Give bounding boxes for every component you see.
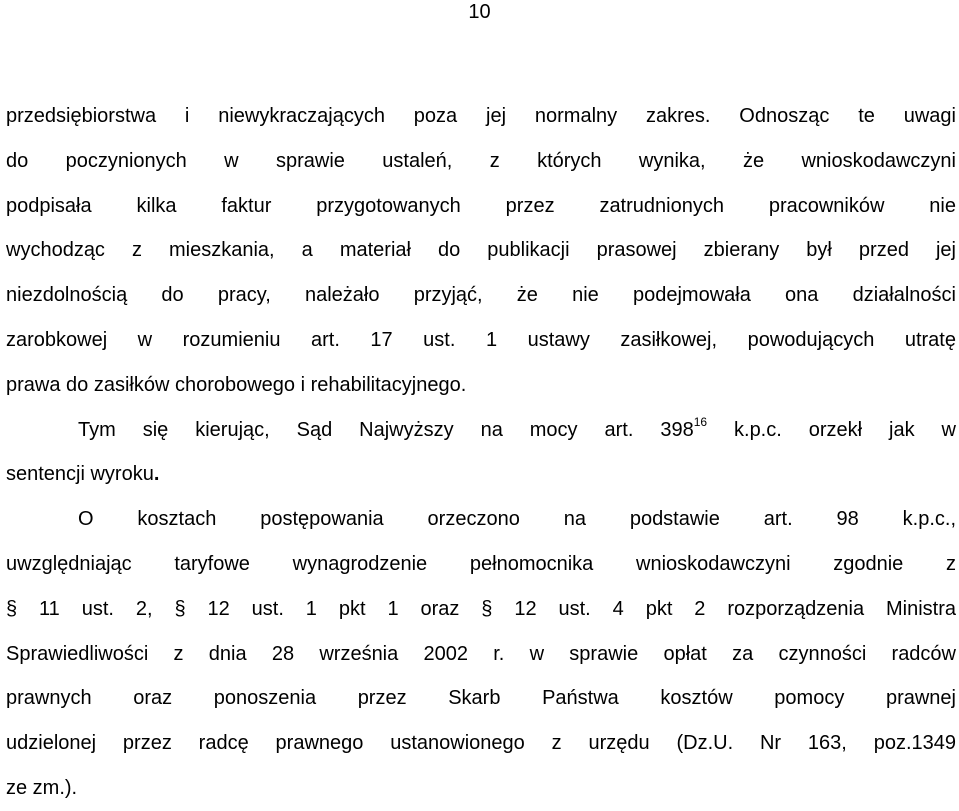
paragraph-ruling [6,408,956,498]
text-line: prawa do zasiłków chorobowego i rehabilitacyjnego. [6,373,467,396]
sentence-text: sentencji wyroku [6,463,154,486]
text-line: zarobkowej w rozumieniu art. 17 ust. 1 ustawy zasiłkowej, powodujących utratę [6,328,956,351]
text-line [6,452,956,497]
text-line [6,408,956,453]
document-body [6,94,956,811]
text-line: udzielonej przez radcę prawnego ustanowionego z urzędu (Dz.U. Nr 163, poz.1349 [6,732,956,755]
text-line: podpisała kilka faktur przygotowanych przez zatrudnionych pracowników nie [6,194,956,217]
text-line: O kosztach postępowania orzeczono na podstawie art. 98 k.p.c., [78,508,956,531]
text-line: do poczynionych w sprawie ustaleń, z których wynika, że wnioskodawczyni [6,149,956,172]
text-line: niezdolnością do pracy, należało przyjąć, że nie podejmowała ona działalności [6,284,956,307]
article-superscript: 16 [693,414,708,429]
text-line: przedsiębiorstwa i niewykraczających poza jej normalny zakres. Odnosząc te uwagi [6,105,956,127]
text-line: wychodząc z mieszkania, a materiał do publikacji prasowej zbierany był przed jej [6,239,956,262]
ruling-text-end: k.p.c. orzekł jak w [707,418,956,441]
page-number: 10 [468,1,491,23]
text-line: ze zm.). [6,776,78,799]
text-line: § 11 ust. 2, § 12 ust. 1 pkt 1 oraz § 12 ust. 4 pkt 2 rozporządzenia Ministra [6,597,956,620]
paragraph-costs [6,497,956,811]
text-line: prawnych oraz ponoszenia przez Skarb Państwa kosztów pomocy prawnej [6,687,956,710]
text-line: Sprawiedliwości z dnia 28 września 2002 r. w sprawie opłat za czynności radców [6,642,956,665]
sentence-period: . [153,463,160,486]
paragraph-facts [6,94,956,408]
ruling-text-start: Tym się kierując, Sąd Najwyższy na mocy art. 398 [78,418,694,441]
text-line: uwzględniając taryfowe wynagrodzenie pełnomocnika wnioskodawczyni zgodnie z [6,552,956,575]
